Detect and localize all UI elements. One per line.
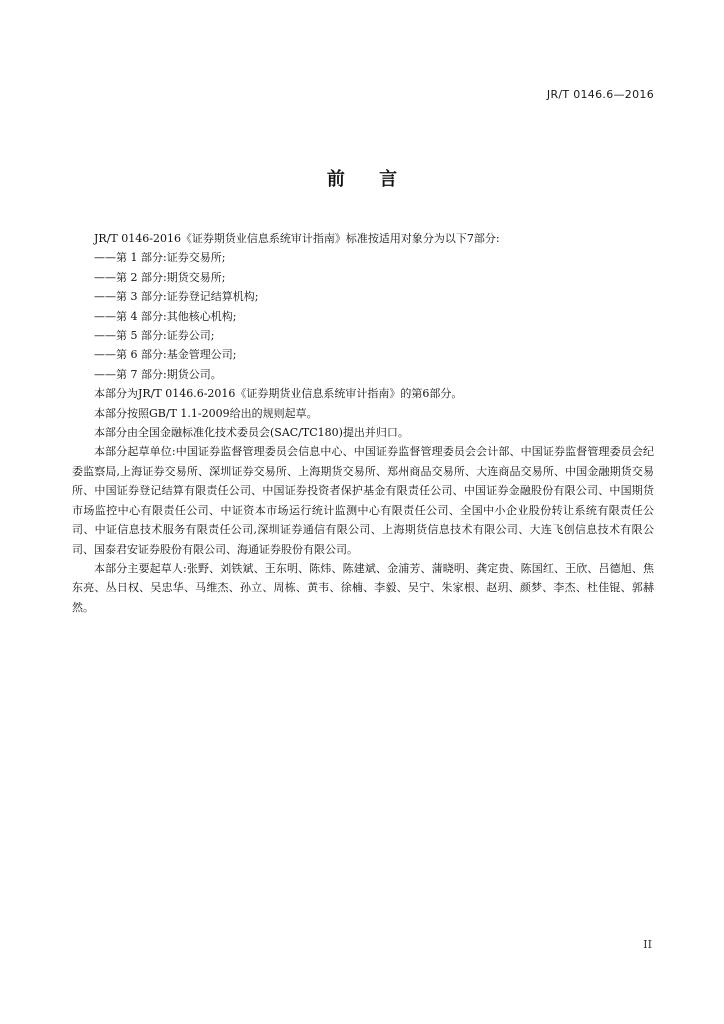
part-list-item-6: ——第 6 部分:基金管理公司; xyxy=(94,348,237,362)
drafting-units-paragraph: 本部分起草单位:中国证券监督管理委员会信息中心、中国证券监督管理委员会会计部、中国证券监督管理委员会纪委监察局,上海证券交易所、深圳证券交易所、上海期货交易所、郑州商品交易所、大连商品交易所、中国金融期货交易所、中国证券登记结算有限责任公司、中国证券投资者保护基金有限责任公司、中国证券金融股份有限公司、中国期货市场监控中心有限责任公司、中证资本市场运行统计监测中心有限责任公司、全国中小企业股份转让系统有限责任公司、中证信息技术服务有限责任公司,深圳证券通信有限公司、上海期货信息技术有限公司、大连飞创信息技术有限公司、国泰君安证券股份有限公司、海通证券股份有限公司。 xyxy=(72,445,654,556)
drafting-rules-statement: 本部分按照GB/T 1.1-2009给出的规则起草。 xyxy=(94,406,318,420)
part-list-item-4: ——第 4 部分:其他核心机构; xyxy=(94,309,237,323)
page-number: II xyxy=(643,938,652,951)
foreword-body xyxy=(72,229,654,617)
intro-paragraph: JR/T 0146-2016《证券期货业信息系统审计指南》标准按适用对象分为以下7部分: xyxy=(94,232,500,245)
page-title: 前 言 xyxy=(326,169,412,190)
standard-code-header: JR/T 0146.6—2016 xyxy=(546,88,654,101)
proposed-by-statement: 本部分由全国金融标准化技术委员会(SAC/TC180)提出并归口。 xyxy=(94,426,409,440)
part-list-item-7: ——第 7 部分:期货公司。 xyxy=(94,367,222,381)
this-part-statement: 本部分为JR/T 0146.6-2016《证券期货业信息系统审计指南》的第6部分。 xyxy=(94,387,463,401)
part-list-item-1: ——第 1 部分:证券交易所; xyxy=(94,251,226,265)
part-list-item-3: ——第 3 部分:证券登记结算机构; xyxy=(94,290,259,304)
part-list-item-2: ——第 2 部分:期货交易所; xyxy=(94,270,226,284)
part-list-item-5: ——第 5 部分:证券公司; xyxy=(94,329,215,343)
drafters-paragraph: 本部分主要起草人:张野、刘铁斌、王东明、陈炜、陈建斌、金浦芳、蒲晓明、龚定贵、陈国红、王欣、吕德旭、焦东亮、丛日权、吴忠华、马维杰、孙立、周栋、黄韦、徐楠、李毅、吴宁、朱家根、赵玥、颜梦、李杰、杜佳锟、郭赫然。 xyxy=(72,561,654,614)
